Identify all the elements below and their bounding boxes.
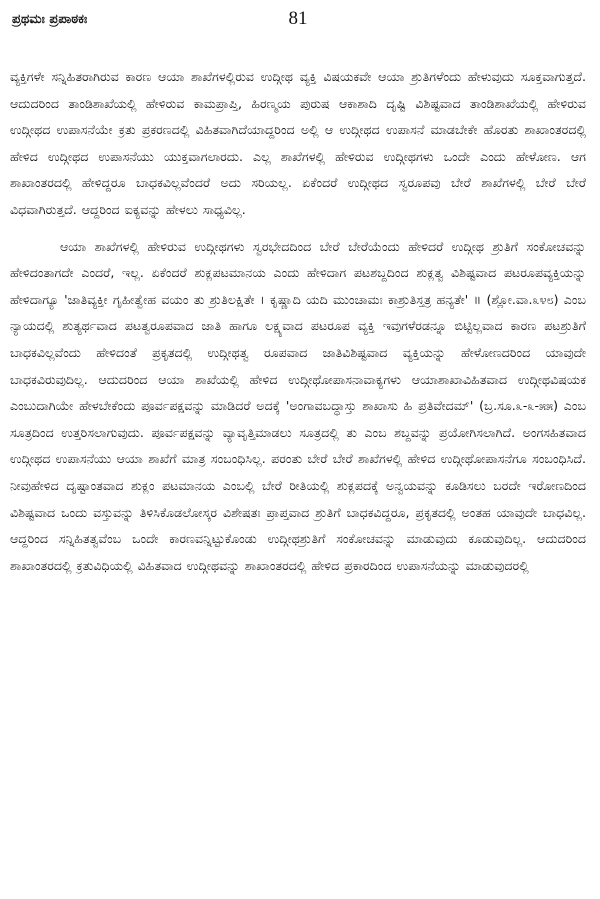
page-number: 81 xyxy=(288,8,308,29)
paragraph-2: ಆಯಾ ಶಾಖೆಗಳಲ್ಲಿ ಹೇಳಿರುವ ಉದ್ಗೀಥಗಳು ಸ್ವರಭೇದದಿಂದ ಬೇರೆ ಬೇರೆಯೆಂದು ಹೇಳಿದರೆ ಉದ್ಗೀಥ ಶ್ರುತಿಗೆ ಸಂಕೋಚವನ್ನು ಹೇಳಿದಂತಾಗದೇ ಎಂದರೆ, ಇಲ್ಲ. ಏಕೆಂದರೆ ಶುಕ್ಲಪಟಮಾನಯ ಎಂದು ಹೇಳಿದಾಗ ಪಟಶಬ್ದದಿಂದ ಶುಕ್ಲತ್ವ ವಿಶಿಷ್ಟವಾದ ಪಟರೂಪವ್ಯಕ್ತಿಯನ್ನು ಹೇಳಿದಾಗ್ಯೂ 'ಜಾತಿವ್ಯಕ್ತೀ ಗೃಹೀತ್ವೇಹ ವಯಂ ತು ಶ್ರುತಿಲಕ್ಷಿತೇ । ಕೃಷ್ಣಾದಿ ಯದಿ ಮುಂಚಾಮಃ ಕಾಶ್ರುತಿಸ್ತತ್ರ ಹನ್ಯತೇ' ॥ (ಶ್ಲೋ.ವಾ.೩೪೮) ಎಂಬ ನ್ಯಾಯದಲ್ಲಿ ಶುತ್ಯರ್ಥವಾದ ಪಟತ್ವರೂಪವಾದ ಜಾತಿ ಹಾಗೂ ಲಕ್ಷ್ಯವಾದ ಪಟರೂಪ ವ್ಯಕ್ತಿ ಇವುಗಳೆರಡನ್ನೂ ಬಿಟ್ಟಿಲ್ಲವಾದ ಕಾರಣ ಪಟಶ್ರುತಿಗೆ ಬಾಧಕವಿಲ್ಲವೆಂದು ಹೇಳಿದಂತೆ ಪ್ರಕೃತದಲ್ಲಿ ಉದ್ಗೀಥತ್ವ ರೂಪವಾದ ಜಾತಿವಿಶಿಷ್ಟವಾದ ವ್ಯಕ್ತಿಯನ್ನು ಹೇಳೋಣದರಿಂದ ಯಾವುದೇ ಬಾಧಕವಿರುವುದಿಲ್ಲ. ಆದುದರಿಂದ ಆಯಾ ಶಾಖೆಯಲ್ಲಿ ಹೇಳಿದ ಉದ್ಗೀಥೋಪಾಸನಾವಾಕ್ಯಗಳು ಆಯಾಶಾಖಾವಿಹಿತವಾದ ಉದ್ಗೀಥವಿಷಯಕ ಎಂಬುದಾಗಿಯೇ ಹೇಳಬೇಕೆಂದು ಪೂರ್ವಪಕ್ಷವನ್ನು ಮಾಡಿದರೆ ಅದಕ್ಕೆ 'ಅಂಗಾವಬದ್ಧಾಸ್ತು ಶಾಖಾಸು ಹಿ ಪ್ರತಿವೇದಮ್' (ಬ್ರ.ಸೂ.೩-೩-೫೫) ಎಂಬ ಸೂತ್ರದಿಂದ ಉತ್ತರಿಸಲಾಗುವುದು. ಪೂರ್ವಪಕ್ಷವನ್ನು ವ್ಯಾವೃತ್ತಿಮಾಡಲು ಸೂತ್ರದಲ್ಲಿ ತು ಎಂಬ ಶಬ್ದವನ್ನು ಪ್ರಯೋಗಿಸಲಾಗಿದೆ. ಅಂಗಸಹಿತವಾದ ಉದ್ಗೀಥದ ಉಪಾಸನೆಯು ಆಯಾ ಶಾಖೆಗೆ ಮಾತ್ರ ಸಂಬಂಧಿಸಿಲ್ಲ. ಪರಂತು ಬೇರೆ ಬೇರೆ ಶಾಖೆಗಳಲ್ಲಿ ಹೇಳಿದ ಉದ್ಗೀಥೋಪಾಸನೆಗೂ ಸಂಬಂಧಿಸಿದೆ. ನೀವುಹೇಳಿದ ದೃಷ್ಟಾಂತವಾದ ಶುಕ್ಲಂ ಪಟಮಾನಯ ಎಂಬಲ್ಲಿ ಬೇರೆ ರೀತಿಯಲ್ಲಿ ಶುಕ್ಲಪದಕ್ಕೆ ಅನ್ವಯವನ್ನು ಕೂಡಿಸಲು ಬರದೇ ಇರೋಣದಿಂದ ವಿಶಿಷ್ಟವಾದ ಒಂದು ವಸ್ತುವನ್ನು ತಿಳಿಸಿಕೊಡಲೋಸ್ಕರ ವಿಶೇಷತಃ ಪ್ರಾಪ್ತವಾದ ಶ್ರುತಿಗೆ ಬಾಧಕವಿದ್ದರೂ, ಪ್ರಕೃತದಲ್ಲಿ ಅಂತಹ ಯಾವುದೇ ಬಾಧವಿಲ್ಲ. ಆದ್ದರಿಂದ ಸನ್ನಿಹಿತತ್ವವೆಂಬ ಒಂದೇ ಕಾರಣವನ್ನಿಟ್ಟುಕೊಂಡು ಉದ್ಗೀಥಶ್ರುತಿಗೆ ಸಂಕೋಚವನ್ನು ಮಾಡುವುದು ಕೂಡುವುದಿಲ್ಲ. ಆದುದರಿಂದ ಶಾಖಾಂತರದಲ್ಲಿ ಕ್ರತುವಿಧಿಯಲ್ಲಿ ವಿಹಿತವಾದ ಉದ್ಗೀಥವನ್ನು ಶಾಖಾಂತರದಲ್ಲಿ ಹೇಳಿದ ಪ್ರಕಾರದಿಂದ ಉಪಾಸನೆಯನ್ನು ಮಾಡುವುದರಲ್ಲಿ xyxy=(10,238,586,573)
paragraph-1: ವ್ಯಕ್ತಿಗಳೇ ಸನ್ನಿಹಿತರಾಗಿರುವ ಕಾರಣ ಆಯಾ ಶಾಖೆಗಳಲ್ಲಿರುವ ಉದ್ಗೀಥ ವ್ಯಕ್ತಿ ವಿಷಯಕವೇ ಆಯಾ ಶ್ರುತಿಗಳೆಂದು ಹೇಳುವುದು ಸೂಕ್ತವಾಗುತ್ತದೆ. ಆದುದರಿಂದ ತಾಂಡಿಶಾಖೆಯಲ್ಲಿ ಹೇಳಿರುವ ಕಾಮಪ್ರಾಪ್ತಿ, ಹಿರಣ್ಮಯ ಪುರುಷ ಆಕಾಶಾದಿ ದೃಷ್ಟಿ ವಿಶಿಷ್ಟವಾದ ತಾಂಡಿಶಾಖೆಯಲ್ಲಿ ಹೇಳಿರುವ ಉದ್ಗೀಥದ ಉಪಾಸನೆಯೇ ಕ್ರತು ಪ್ರಕರಣದಲ್ಲಿ ವಿಹಿತವಾಗಿದೆಯಾದ್ದರಿಂದ ಅಲ್ಲಿ ಆ ಉದ್ಗೀಥದ ಉಪಾಸನೆ ಮಾಡಬೇಕೇ ಹೊರತು ಶಾಖಾಂತರದಲ್ಲಿ ಹೇಳಿದ ಉದ್ಗೀಥದ ಉಪಾಸನೆಯು ಯುಕ್ತವಾಗಲಾರದು. ಎಲ್ಲ ಶಾಖೆಗಳಲ್ಲಿ ಹೇಳಿರುವ ಉದ್ಗೀಥಗಳು ಒಂದೇ ಎಂದು ಹೇಳೋಣ. ಆಗ ಶಾಖಾಂತರದಲ್ಲಿ ಹೇಳಿದ್ದರೂ ಬಾಧಕವಿಲ್ಲವೆಂದರೆ ಅದು ಸರಿಯಲ್ಲ. ಏಕೆಂದರೆ ಉದ್ಗೀಥದ ಸ್ವರೂಪವು ಬೇರೆ ಶಾಖೆಗಳಲ್ಲಿ ಬೇರೆ ಬೇರೆ ವಿಧವಾಗಿರುತ್ತದೆ. ಆದ್ದರಿಂದ ಐಕ್ಯವನ್ನು ಹೇಳಲು ಸಾಧ್ಯವಿಲ್ಲ. xyxy=(10,69,586,217)
running-head: ಪ್ರಥಮಃ ಪ್ರಪಾಠಕಃ xyxy=(12,12,88,27)
body-text xyxy=(10,64,586,579)
page-header xyxy=(10,6,586,44)
